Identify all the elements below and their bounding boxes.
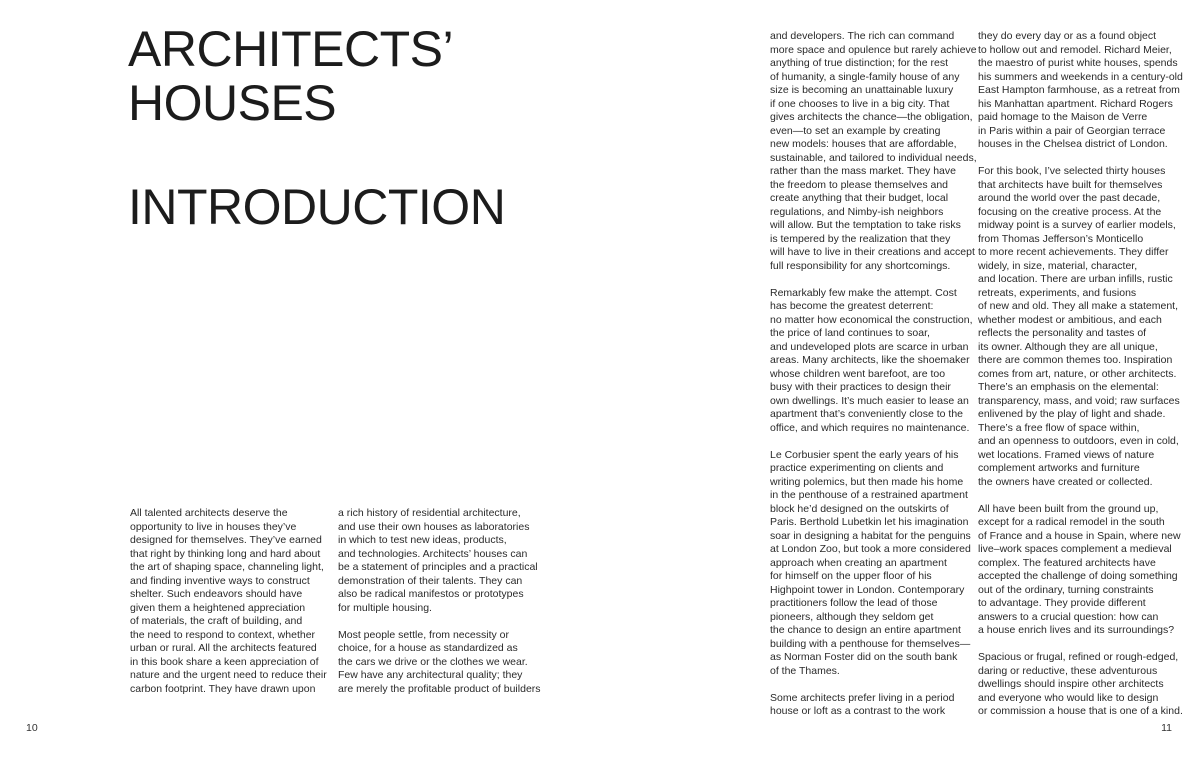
text-line: complement artworks and furniture — [978, 462, 1140, 474]
book-title — [128, 22, 453, 130]
text-line: transparency, mass, and void; raw surfaces — [978, 394, 1180, 407]
paragraph — [770, 286, 973, 436]
text-line: office, and which requires no maintenance. — [770, 421, 970, 434]
text-line: of materials, the craft of building, and — [130, 615, 303, 627]
text-line: practice experimenting on clients and — [770, 462, 944, 474]
text-line: All have been built from the ground up, — [978, 502, 1159, 515]
text-line: rather than the mass market. They have — [770, 165, 956, 177]
paragraph — [978, 30, 1183, 152]
paragraph — [978, 502, 1181, 638]
text-line: Paris. Berthold Lubetkin let his imagination — [770, 516, 969, 528]
text-line: own dwellings. It’s much easier to lease an — [770, 394, 969, 407]
text-line: approach when creating an apartment — [770, 556, 947, 569]
text-line: size is becoming an unattainable luxury — [770, 84, 954, 96]
text-line: will allow. But the temptation to take risks — [770, 219, 961, 231]
page-number-right: 11 — [1161, 722, 1172, 734]
title-line: HOUSES — [128, 75, 337, 131]
paragraph — [770, 30, 977, 273]
text-line: Highpoint tower in London. Contemporary — [770, 583, 965, 596]
text-line: live–work spaces complement a medieval — [978, 543, 1172, 555]
text-line: except for a radical remodel in the south — [978, 516, 1165, 528]
text-line: there are common themes too. Inspiration — [978, 354, 1173, 366]
text-line: soar in designing a habitat for the penguins — [770, 529, 971, 542]
text-line: his summers and weekends in a century-old — [978, 70, 1183, 83]
text-line: are merely the profitable product of builders — [338, 682, 541, 695]
text-line: block he’d designed on the outskirts of — [770, 502, 949, 515]
text-line: the price of land continues to soar, — [770, 327, 930, 339]
text-line: the cars we drive or the clothes we wear. — [338, 655, 528, 668]
text-line: the need to respond to context, whether — [130, 628, 316, 641]
text-line: the art of shaping space, channeling light, — [130, 561, 324, 573]
text-line: Few have any architectural quality; they — [338, 669, 523, 681]
text-line: There’s an emphasis on the elemental: — [978, 381, 1159, 393]
text-line: for multiple housing. — [338, 601, 432, 614]
text-line: All talented architects deserve the — [130, 507, 288, 519]
text-line: will have to live in their creations and accept — [770, 246, 975, 258]
text-line: they do every day or as a found object — [978, 30, 1157, 42]
text-line: demonstration of their talents. They can — [338, 574, 523, 587]
text-line: East Hampton farmhouse, as a retreat from — [978, 84, 1180, 96]
text-line: house or loft as a contrast to the work — [770, 705, 946, 717]
text-line: anything of true distinction; for the rest — [770, 57, 949, 69]
text-line: a house enrich lives and its surroundings? — [978, 624, 1175, 636]
text-line: comes from art, nature, or other architects. — [978, 367, 1177, 380]
paragraph — [130, 507, 330, 696]
text-line: nature and the urgent need to reduce their — [130, 669, 327, 681]
text-line: and an openness to outdoors, even in cold, — [978, 435, 1179, 447]
text-line: no matter how economical the construction, — [770, 313, 973, 326]
text-line: the chance to design an entire apartment — [770, 624, 961, 636]
paragraph — [338, 507, 538, 615]
text-line: given them a heightened appreciation — [130, 601, 306, 614]
text-line: even—to set an example by creating — [770, 124, 941, 137]
text-column-3 — [770, 30, 977, 732]
text-line: busy with their practices to design their — [770, 381, 951, 393]
text-line: to more recent achievements. They differ — [978, 246, 1169, 258]
text-line: to advantage. They provide different — [978, 597, 1146, 609]
text-line: daring or reductive, these adventurous — [978, 664, 1158, 677]
page-number-left: 10 — [26, 722, 38, 734]
text-line: dwellings should inspire other architects — [978, 678, 1164, 690]
paragraph — [978, 165, 1178, 489]
text-line: urban or rural. All the architects featured — [130, 642, 317, 654]
text-line: writing polemics, but then made his home — [770, 475, 964, 488]
text-line: and developers. The rich can command — [770, 30, 955, 42]
text-line: Most people settle, from necessity or — [338, 628, 509, 641]
text-line: reflects the personality and tastes of — [978, 327, 1147, 339]
text-line: and use their own houses as laboratories — [338, 520, 530, 533]
text-line: whose children went barefoot, are too — [770, 367, 946, 380]
text-line: focusing on the creative process. At the — [978, 205, 1162, 218]
text-line: sustainable, and tailored to individual needs, — [770, 151, 977, 164]
text-line: in the penthouse of a restrained apartment — [770, 489, 968, 501]
text-line: of the Thames. — [770, 664, 840, 677]
text-line: There’s a free flow of space within, — [978, 421, 1140, 434]
text-line: is tempered by the realization that they — [770, 232, 951, 245]
text-line: areas. Many architects, like the shoemaker — [770, 354, 970, 366]
text-line: at London Zoo, but took a more considered — [770, 543, 971, 555]
right-page — [600, 0, 1200, 757]
text-line: midway point is a survey of earlier models, — [978, 219, 1176, 231]
text-line: of new and old. They all make a statement, — [978, 300, 1179, 312]
text-line: gives architects the chance—the obligation, — [770, 111, 973, 123]
text-line: enlivened by the play of light and shade. — [978, 408, 1166, 420]
text-line: create anything that their budget, local — [770, 192, 949, 204]
text-line: and undeveloped plots are scarce in urban — [770, 340, 969, 353]
text-line: practitioners follow the lead of those — [770, 597, 938, 609]
text-line: and everyone who would like to design — [978, 691, 1159, 704]
text-column-1 — [130, 507, 330, 710]
text-line: houses in the Chelsea district of London. — [978, 138, 1168, 150]
text-line: in which to test new ideas, products, — [338, 534, 507, 546]
text-line: paid homage to the Maison de Verre — [978, 111, 1148, 123]
text-line: carbon footprint. They have drawn upon — [130, 682, 316, 695]
text-line: Le Corbusier spent the early years of his — [770, 448, 959, 461]
section-title — [128, 180, 505, 234]
text-line: regulations, and Nimby-ish neighbors — [770, 205, 944, 218]
text-line: its owner. Although they are all unique, — [978, 340, 1158, 353]
text-line: Remarkably few make the attempt. Cost — [770, 286, 957, 299]
text-line: opportunity to live in houses they’ve — [130, 520, 297, 533]
text-line: apartment that’s conveniently close to the — [770, 408, 964, 420]
text-line: more space and opulence but rarely achieve — [770, 43, 977, 56]
text-column-4 — [978, 30, 1183, 732]
text-line: Some architects prefer living in a period — [770, 691, 955, 704]
text-line: of humanity, a single-family house of any — [770, 70, 960, 83]
text-line: and location. There are urban infills, rustic — [978, 273, 1173, 285]
paragraph — [770, 692, 970, 719]
text-line: whether modest or ambitious, and each — [978, 313, 1162, 326]
text-line: complex. The featured architects have — [978, 556, 1156, 569]
text-line: and technologies. Architects’ houses can — [338, 547, 528, 560]
text-line: his Manhattan apartment. Richard Rogers — [978, 97, 1173, 110]
text-line: that architects have built for themselves — [978, 178, 1163, 191]
text-line: full responsibility for any shortcomings. — [770, 259, 951, 272]
text-line: For this book, I’ve selected thirty houses — [978, 165, 1166, 177]
text-line: retreats, experiments, and fusions — [978, 286, 1137, 299]
text-line: that right by thinking long and hard about — [130, 547, 321, 560]
text-line: designed for themselves. They’ve earned — [130, 534, 322, 546]
text-line: has become the greatest deterrent: — [770, 300, 934, 312]
text-line: for himself on the upper floor of his — [770, 570, 932, 582]
text-line: be a statement of principles and a practical — [338, 561, 538, 573]
paragraph — [978, 651, 1183, 719]
text-line: also be radical manifestos or prototypes — [338, 588, 524, 600]
text-line: a rich history of residential architecture, — [338, 507, 521, 519]
text-line: if one chooses to live in a big city. That — [770, 97, 950, 110]
text-line: answers to a crucial question: how can — [978, 610, 1159, 623]
text-line: as Norman Foster did on the south bank — [770, 651, 958, 663]
text-line: pioneers, although they seldom get — [770, 610, 934, 623]
text-line: from Thomas Jefferson’s Monticello — [978, 232, 1144, 245]
text-line: building with a penthouse for themselves— — [770, 637, 971, 650]
text-column-2 — [338, 507, 541, 710]
text-line: the maestro of purist white houses, spends — [978, 57, 1178, 69]
text-line: the owners have created or collected. — [978, 475, 1153, 488]
text-line: the freedom to please themselves and — [770, 178, 949, 191]
title-line: ARCHITECTS’ — [128, 21, 454, 77]
text-line: shelter. Such endeavors should have — [130, 588, 303, 600]
text-line: and finding inventive ways to construct — [130, 574, 310, 587]
text-line: widely, in size, material, character, — [978, 259, 1138, 272]
text-line: of France and a house in Spain, where new — [978, 529, 1181, 542]
text-line: Spacious or frugal, refined or rough-edged, — [978, 651, 1179, 663]
text-line: choice, for a house as standardized as — [338, 642, 518, 654]
text-line: accepted the challenge of doing something — [978, 570, 1178, 582]
paragraph — [338, 628, 541, 697]
text-line: in Paris within a pair of Georgian terrace — [978, 124, 1166, 137]
text-line: in this book share a keen appreciation of — [130, 655, 319, 668]
text-line: new models: houses that are affordable, — [770, 138, 957, 150]
section-title-text: INTRODUCTION — [128, 179, 506, 235]
text-line: to hollow out and remodel. Richard Meier, — [978, 43, 1172, 56]
text-line: around the world over the past decade, — [978, 192, 1161, 204]
text-line: wet locations. Framed views of nature — [978, 448, 1155, 461]
text-line: or commission a house that is one of a kind. — [978, 705, 1183, 717]
paragraph — [770, 449, 970, 679]
text-line: out of the ordinary, turning constraints — [978, 583, 1154, 596]
